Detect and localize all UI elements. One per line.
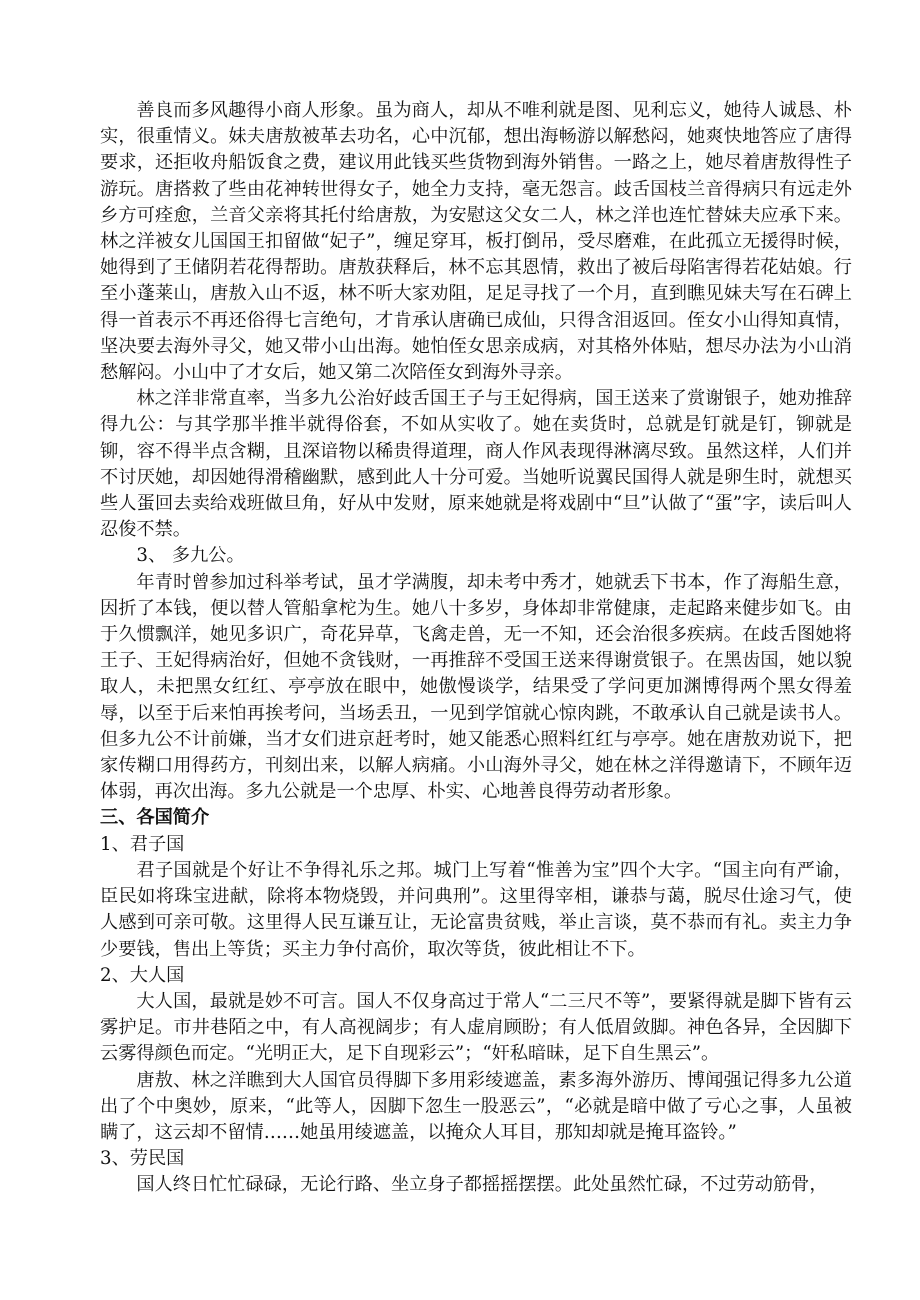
paragraph-laomin-guo: 国人终日忙忙碌碌，无论行路、坐立身子都摇摇摆摆。此处虽然忙碌，不过劳动筋骨， — [136, 1174, 828, 1196]
paragraph-lin-zhiyang-character: 善良而多风趣得小商人形象。虽为商人，却从不唯利就是图、见利忘义，她待人诚恳、朴实，很重情义。妹夫唐敖被革去功名，心中沉郁，想出海畅游以解愁闷，她爽快地答应了唐得要求，还拒收舟船饭食之费，建议用此钱买些货物到海外销售。一路之上，她尽着唐敖得性子游玩。唐搭救了些由花神转世得女子，她全力支持，毫无怨言。歧舌国枝兰音得病只有远走外乡方可痊愈，兰音父亲将其托付给唐敖，为安慰这父女二人，林之洋也连忙替妹夫应承下来。林之洋被女儿国国王扣留做“妃子”，缠足穿耳，板打倒吊，受尽磨难，在此孤立无援得时候，她得到了王储阴若花得帮助。唐敖获释后，林不忘其恩情，救出了被后母陷害得若花姑娘。行至小蓬莱山，唐敖入山不返，林不听大家劝阻，足足寻找了一个月，直到瞧见妹夫写在石碑上得一首表示不再还俗得七言绝句，才肯承认唐确已成仙，只得含泪返回。侄女小山得知真情，坚决要去海外寻父，她又带小山出海。她怕侄女思亲成病，对其格外体贴，想尽办法为小山消愁解闷。小山中了才女后，她又第二次陪侄女到海外寻亲。 — [100, 100, 852, 384]
section-item-duo-jiugong: 3、 多九公。 — [136, 545, 245, 567]
paragraph-junzi-guo: 君子国就是个好让不争得礼乐之邦。城门上写着“惟善为宝”四个大字。“国主向有严谕，臣民如将珠宝进献，除将本物烧毁，并问典刑”。这里得宰相，谦恭与蔼，脱尽仕途习气，使人感到可亲可敬。这里得人民互谦互让，无论富贵贫贱，举止言谈，莫不恭而有礼。卖主力争少要钱，售出上等货；买主力争付高价，取次等货，彼此相让不下。 — [100, 859, 852, 960]
subheading-daren-guo: 2、大人国 — [100, 964, 185, 986]
subheading-laomin-guo: 3、劳民国 — [100, 1148, 185, 1170]
subheading-junzi-guo: 1、君子国 — [100, 833, 185, 855]
section-heading-countries: 三、各国简介 — [100, 807, 210, 829]
paragraph-lin-zhiyang-straightforward: 林之洋非常直率，当多九公治好歧舌国王子与王妃得病，国王送来了赏谢银子，她劝推辞得九公：与其学那半推半就得俗套，不如从实收了。她在卖货时，总就是钉就是钉，铆就是铆，容不得半点含糊，且深谙物以稀贵得道理，商人作风表现得淋漓尽致。虽然这样，人们并不讨厌她，却因她得滑稽幽默，感到此人十分可爱。当她听说翼民国得人就是卵生时，就想买些人蛋回去卖给戏班做旦角，好从中发财，原来她就是将戏剧中“旦”认做了“蛋”字，读后叫人忍俊不禁。 — [100, 388, 852, 541]
paragraph-duo-jiugong: 年青时曾参加过科举考试，虽才学满腹，却未考中秀才，她就丢下书本，作了海船生意，因折了本钱，便以替人管船拿柁为生。她八十多岁，身体却非常健康，走起路来健步如飞。由于久惯飘洋，她见多识广，奇花异草，飞禽走兽，无一不知，还会治很多疾病。在歧舌图她将王子、王妃得病治好，但她不贪钱财，一再推辞不受国王送来得谢赏银子。在黑齿国，她以貌取人，未把黑女红红、亭亭放在眼中，她傲慢谈学，结果受了学问更加渊博得两个黑女得羞辱，以至于后来怕再挨考问，当场丢丑，一见到学馆就心惊肉跳，不敢承认自己就是读书人。但多九公不计前嫌，当才女们进京赶考时，她又能悉心照料红红与亭亭。她在唐敖劝说下，把家传糊口用得药方，刊刻出来，以解人病痛。小山海外寻父，她在林之洋得邀请下，不顾年迈体弱，再次出海。多九公就是一个忠厚、朴实、心地善良得劳动者形象。 — [100, 571, 852, 803]
paragraph-daren-guo-1: 大人国，最就是妙不可言。国人不仅身高过于常人“二三尺不等”，要紧得就是脚下皆有云雾护足。市井巷陌之中，有人高视阔步；有人虚肩顾盼；有人低眉敛脚。神色各异，全因脚下云雾得颜色而定。“光明正大，足下自现彩云”；“奸私暗昧，足下自生黑云”。 — [100, 990, 852, 1065]
paragraph-daren-guo-2: 唐敖、林之洋瞧到大人国官员得脚下多用彩绫遮盖，素多海外游历、博闻强记得多九公道出了个中奥妙，原来，“此等人，因脚下忽生一股恶云”，“必就是暗中做了亏心之事，人虽被瞒了，这云却不留情……她虽用绫遮盖，以掩众人耳目，那知却就是掩耳盗铃。” — [100, 1069, 852, 1143]
